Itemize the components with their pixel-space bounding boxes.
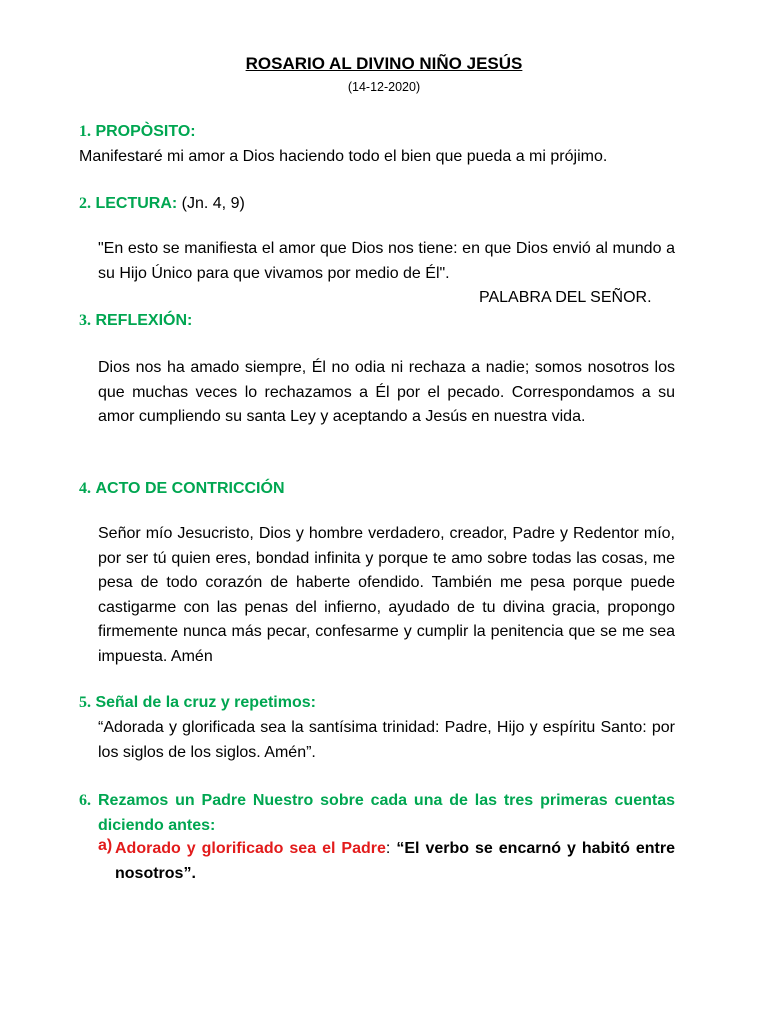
section-number: 4.	[79, 480, 91, 497]
section-heading: REFLEXIÓN:	[95, 312, 193, 329]
section-proposito-heading	[79, 123, 679, 141]
section-number: 6.	[79, 792, 91, 809]
section-number: 3.	[79, 312, 91, 329]
item-a-marker: a)	[98, 837, 113, 854]
section-heading: LECTURA:	[95, 195, 178, 212]
item-a	[115, 837, 675, 886]
section-heading: ACTO DE CONTRICCIÓN	[95, 480, 285, 497]
document-title: ROSARIO AL DIVINO NIÑO JESÚS	[245, 54, 523, 73]
proposito-text: Manifestaré mi amor a Dios haciendo todo el bien que pueda a mi prójimo.	[79, 148, 608, 165]
lectura-reference: (Jn. 4, 9)	[177, 195, 245, 212]
section-reflexion-heading	[79, 312, 679, 330]
item-a-separator: :	[385, 840, 397, 857]
section-contricion-heading	[79, 480, 679, 498]
senal-text: “Adorada y glorificada sea la santísima trinidad: Padre, Hijo y espíritu Santo: por los siglos de los siglos. Amén”.	[98, 719, 675, 761]
reflexion-text: Dios nos ha amado siempre, Él no odia ni rechaza a nadie; somos nosotros los que muchas veces lo rechazamos a Él por el pecado. Correspondamos a su amor cumpliendo su santa Ley y aceptando a Jesús en nuestra vida.	[98, 359, 675, 425]
section-lectura-heading	[79, 195, 679, 213]
lectura-quote: "En esto se manifiesta el amor que Dios nos tiene: en que Dios envió al mundo a su Hijo Único para que vivamos por medio de Él".	[98, 240, 675, 282]
section-number: 5.	[79, 694, 91, 711]
section-number: 1.	[79, 123, 91, 140]
contricion-text: Señor mío Jesucristo, Dios y hombre verdadero, creador, Padre y Redentor mío, por ser tú quien eres, bondad infinita y porque te amo sobre todas las cosas, me pesa de todo corazón de haberte ofendido. También me pesa porque puede castigarme con las penas del infierno, ayudado de tu divina gracia, propongo firmemente nunca más pecar, confesarme y cumplir la penitencia que se me sea impuesta. Amén	[98, 525, 675, 665]
section-heading: Señal de la cruz y repetimos:	[95, 694, 316, 711]
padre-nuestro-heading: Rezamos un Padre Nuestro sobre cada una de las tres primeras cuentas diciendo antes:	[98, 792, 675, 834]
section-senal-heading	[79, 694, 679, 712]
item-a-quote: “El verbo se encarnó y habitó entre nosotros”.	[115, 840, 676, 882]
document-date: (14-12-2020)	[347, 80, 421, 94]
section-heading: PROPÒSITO:	[95, 123, 196, 140]
lectura-closing: PALABRA DEL SEÑOR.	[479, 289, 652, 306]
section-number: 2.	[79, 195, 91, 212]
item-a-red-text: Adorado y glorificado sea el Padre	[115, 840, 386, 857]
